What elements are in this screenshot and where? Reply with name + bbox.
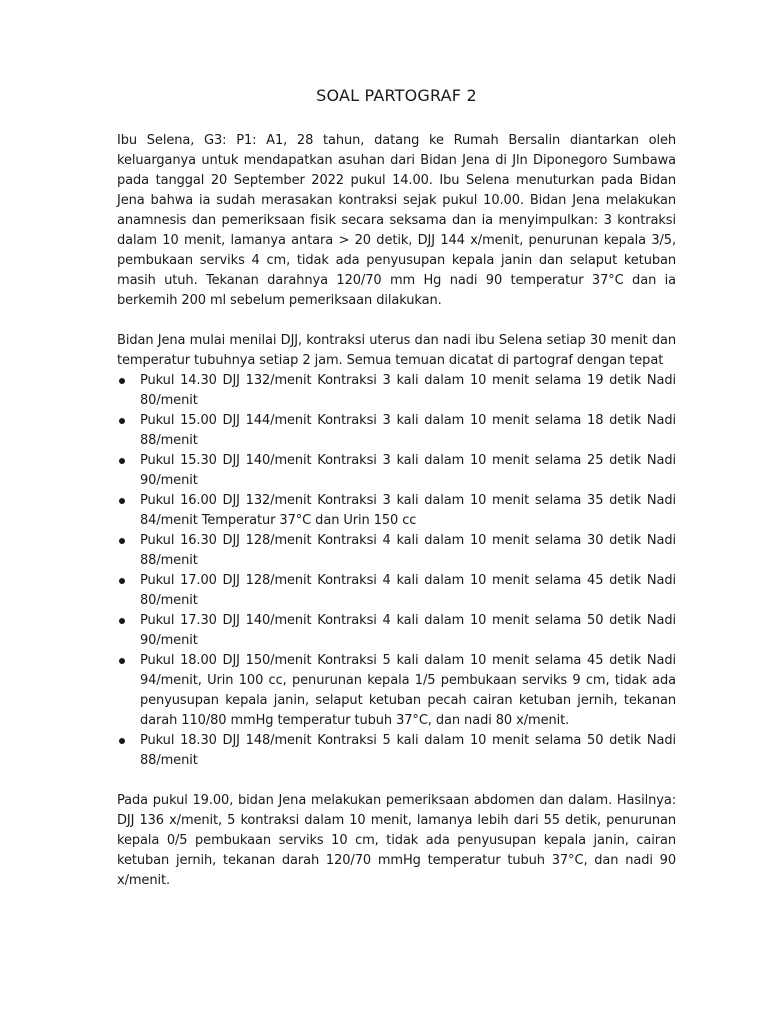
list-item — [117, 571, 676, 611]
case-intro-paragraph: Ibu Selena, G3: P1: A1, 28 tahun, datang ke Rumah Bersalin diantarkan oleh keluarganya untuk mendapatkan asuhan dari Bidan Jena di Jln Diponegoro Sumbawa pada tanggal 20 September 2022 pukul 14.00. Ibu Selena menuturkan pada Bidan Jena bahwa ia sudah merasakan kontraksi sejak pukul 10.00. Bidan Jena melakukan anamnesis dan pemeriksaan fisik secara seksama dan ia menyimpulkan: 3 kontraksi dalam 10 menit, lamanya antara > 20 detik, DJJ 144 x/menit, penurunan kepala 3/5, pembukaan serviks 4 cm, tidak ada penyusupan kepala janin dan selaput ketuban masih utuh. Tekanan darahnya 120/70 mm Hg nadi 90 temperatur 37°C dan ia berkemih 200 ml sebelum pemeriksaan dilakukan. — [117, 133, 676, 308]
bullet-icon — [119, 458, 125, 464]
document-title: SOAL PARTOGRAF 2 — [316, 86, 477, 105]
list-item — [117, 651, 676, 731]
finding-text: Pukul 16.30 DJJ 128/menit Kontraksi 4 kali dalam 10 menit selama 30 detik Nadi 88/menit — [140, 533, 676, 568]
bullet-icon — [119, 378, 125, 384]
finding-text: Pukul 16.00 DJJ 132/menit Kontraksi 3 kali dalam 10 menit selama 35 detik Nadi 84/menit Temperatur 37°C dan Urin 150 cc — [140, 493, 676, 528]
list-item — [117, 731, 676, 771]
bullet-icon — [119, 738, 125, 744]
final-exam-paragraph: Pada pukul 19.00, bidan Jena melakukan pemeriksaan abdomen dan dalam. Hasilnya: DJJ 136 x/menit, 5 kontraksi dalam 10 menit, lamanya lebih dari 55 detik, penurunan kepala 0/5 pembukaan serviks 10 cm, tidak ada penyusupan kepala janin, cairan ketuban jernih, tekanan darah 120/70 mmHg temperatur tubuh 37°C, dan nadi 90 x/menit. — [117, 793, 676, 888]
paragraph-spacer — [117, 311, 676, 331]
paragraph-spacer — [117, 771, 676, 791]
bullet-icon — [119, 498, 125, 504]
finding-text: Pukul 18.30 DJJ 148/menit Kontraksi 5 kali dalam 10 menit selama 50 detik Nadi 88/menit — [140, 733, 676, 768]
bullet-icon — [119, 618, 125, 624]
finding-text: Pukul 14.30 DJJ 132/menit Kontraksi 3 kali dalam 10 menit selama 19 detik Nadi 80/menit — [140, 373, 676, 408]
findings-list — [117, 371, 676, 771]
list-item — [117, 411, 676, 451]
list-item — [117, 451, 676, 491]
list-item — [117, 371, 676, 411]
bullet-icon — [119, 658, 125, 664]
bullet-icon — [119, 418, 125, 424]
list-item — [117, 491, 676, 531]
finding-text: Pukul 18.00 DJJ 150/menit Kontraksi 5 kali dalam 10 menit selama 45 detik Nadi 94/menit, Urin 100 cc, penurunan kepala 1/5 pembukaan serviks 9 cm, tidak ada penyusupan kepala janin, selaput ketuban pecah cairan ketuban jernih, tekanan darah 110/80 mmHg temperatur tubuh 37°C, dan nadi 80 x/menit. — [140, 653, 676, 728]
list-item — [117, 531, 676, 571]
finding-text: Pukul 17.00 DJJ 128/menit Kontraksi 4 kali dalam 10 menit selama 45 detik Nadi 80/menit — [140, 573, 676, 608]
finding-text: Pukul 15.00 DJJ 144/menit Kontraksi 3 kali dalam 10 menit selama 18 detik Nadi 88/menit — [140, 413, 676, 448]
document-page — [117, 86, 676, 891]
monitoring-paragraph: Bidan Jena mulai menilai DJJ, kontraksi uterus dan nadi ibu Selena setiap 30 menit dan temperatur tubuhnya setiap 2 jam. Semua temuan dicatat di partograf dengan tepat — [117, 333, 676, 368]
bullet-icon — [119, 538, 125, 544]
finding-text: Pukul 15.30 DJJ 140/menit Kontraksi 3 kali dalam 10 menit selama 25 detik Nadi 90/menit — [140, 453, 676, 488]
bullet-icon — [119, 578, 125, 584]
list-item — [117, 611, 676, 651]
finding-text: Pukul 17.30 DJJ 140/menit Kontraksi 4 kali dalam 10 menit selama 50 detik Nadi 90/menit — [140, 613, 676, 648]
